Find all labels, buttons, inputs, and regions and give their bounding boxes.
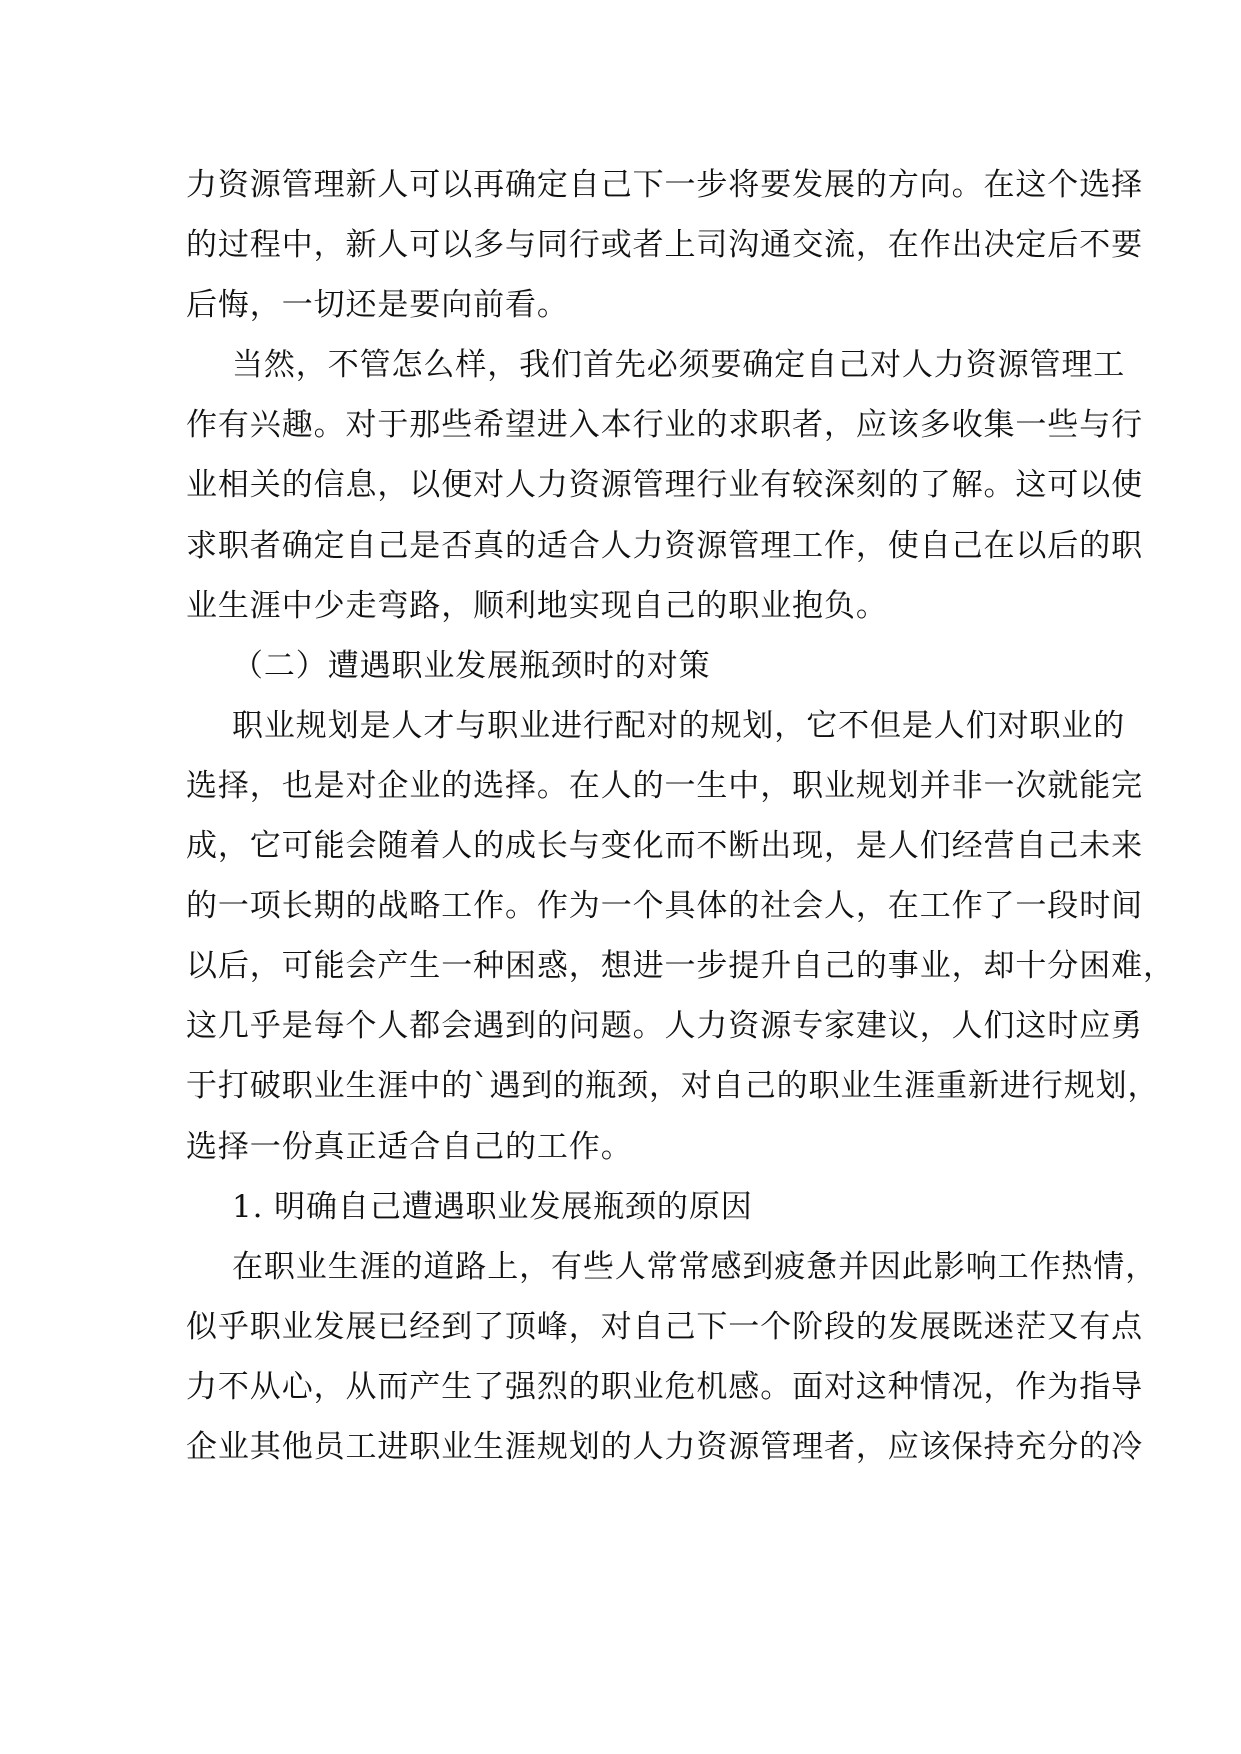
text-line: 后悔，一切还是要向前看。 (186, 287, 569, 324)
text-line: 的一项长期的战略工作。作为一个具体的社会人，在工作了一段时间 (186, 888, 1143, 925)
text-line: 力不从心，从而产生了强烈的职业危机感。面对这种情况，作为指导 (186, 1368, 1143, 1405)
document-body (186, 155, 1175, 1477)
text-line: 求职者确定自己是否真的适合人力资源管理工作，使自己在以后的职 (186, 527, 1143, 564)
text-line: 似乎职业发展已经到了顶峰，对自己下一个阶段的发展既迷茫又有点 (186, 1308, 1143, 1345)
text-line: 于打破职业生涯中的`遇到的瓶颈，对自己的职业生涯重新进行规划， (186, 1068, 1160, 1105)
section-heading: （二）遭遇职业发展瓶颈时的对策 (232, 647, 711, 684)
text-line: 作有兴趣。对于那些希望进入本行业的求职者，应该多收集一些与行 (186, 407, 1143, 444)
text-line: 当然，不管怎么样，我们首先必须要确定自己对人力资源管理工 (232, 347, 1126, 384)
text-line: 成，它可能会随着人的成长与变化而不断出现，是人们经营自己未来 (186, 828, 1143, 865)
text-line: 业相关的信息，以便对人力资源管理行业有较深刻的了解。这可以使 (186, 467, 1143, 504)
text-line: 选择一份真正适合自己的工作。 (186, 1128, 633, 1165)
text-line: 业生涯中少走弯路，顺利地实现自己的职业抱负。 (186, 587, 888, 624)
text-line: 企业其他员工进职业生涯规划的人力资源管理者，应该保持充分的冷 (186, 1428, 1143, 1465)
text-line: 力资源管理新人可以再确定自己下一步将要发展的方向。在这个选择 (186, 167, 1143, 203)
text-line: 职业规划是人才与职业进行配对的规划，它不但是人们对职业的 (232, 707, 1126, 744)
text-line: 选择，也是对企业的选择。在人的一生中，职业规划并非一次就能完 (186, 767, 1143, 804)
text-line: 以后，可能会产生一种困惑，想进一步提升自己的事业，却十分困难， (186, 948, 1175, 985)
text-line: 这几乎是每个人都会遇到的问题。人力资源专家建议，人们这时应勇 (186, 1008, 1143, 1045)
text-line: 在职业生涯的道路上，有些人常常感到疲惫并因此影响工作热情， (232, 1248, 1158, 1285)
subsection-heading: 1. 明确自己遭遇职业发展瓶颈的原因 (232, 1188, 753, 1225)
text-line: 的过程中，新人可以多与同行或者上司沟通交流，在作出决定后不要 (186, 227, 1143, 264)
